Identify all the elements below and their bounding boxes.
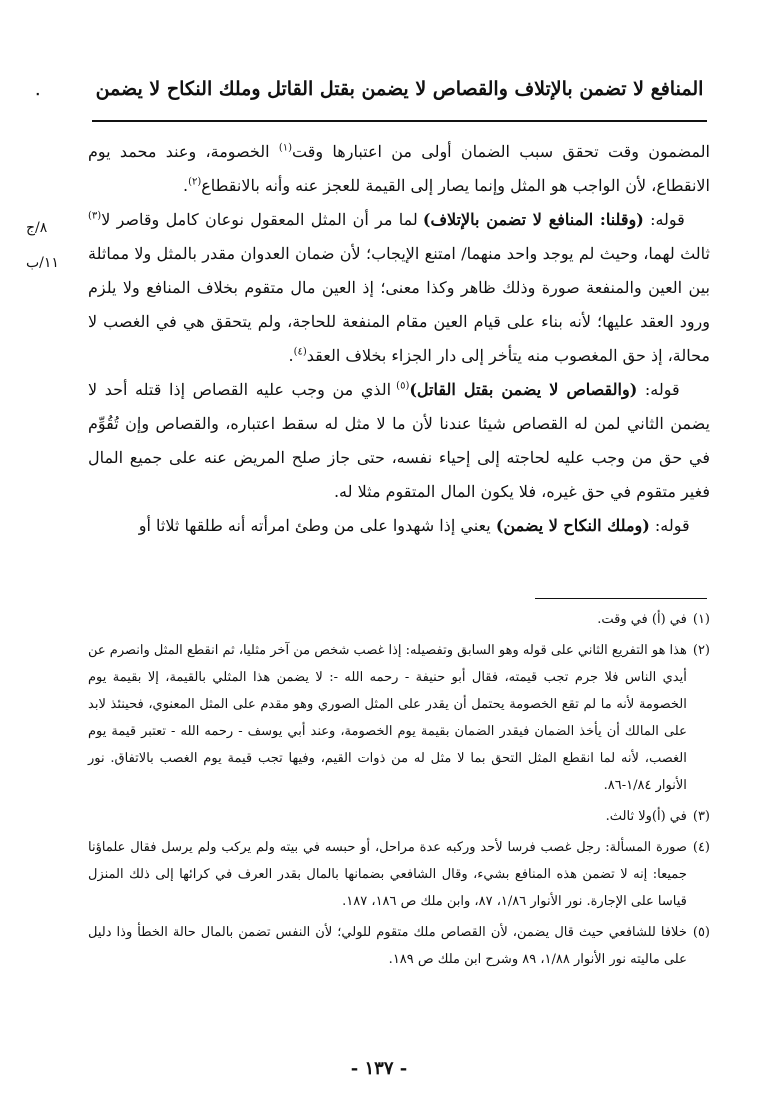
- footnote-text: صورة المسألة: رجل غصب فرسا لأحد وركبه عدة مراحل، أو حبسه في بيته ولم يركب ولم يرسل فقال علماؤنا جميعا: إنه لا تضمن هذه المنافع بشيء، وقال الشافعي بضمانها بالمال بقدر العرف في كرائها إلى ذلك المنزل قياسا على الإجارة. نور الأنوار ١/٨٦، ٨٧، وابن ملك ص ١٨٦، ١٨٧.: [88, 840, 687, 909]
- paragraph-2: [88, 203, 710, 373]
- paragraph-text: يعني إذا شهدوا على من وطئ امرأته أنه طلقها ثلاثا أو: [138, 516, 496, 535]
- paragraph-lead: قوله:: [649, 516, 690, 535]
- page-number: - ١٣٧ -: [350, 1058, 408, 1079]
- footnote-number: (٤): [692, 840, 710, 855]
- matn-quote: (وملك النكاح لا يضمن): [495, 516, 650, 535]
- footnote-text: في (أ)ولا ثالث.: [605, 809, 687, 824]
- paragraph-text: .: [182, 176, 189, 195]
- running-header: المنافع لا تضمن بالإتلاف والقصاص لا يضمن بقتل القاتل وملك النكاح لا يضمن: [95, 78, 704, 100]
- paragraph-text: لما مر أن المثل المعقول نوعان كامل وقاصر لا: [101, 210, 423, 229]
- footnote-ref[interactable]: (٣): [88, 210, 102, 222]
- footnote-ref[interactable]: (٢): [188, 176, 202, 188]
- footnotes: [88, 606, 710, 977]
- header-mark: ٠: [34, 86, 42, 102]
- footnote-number: (٢): [692, 643, 710, 658]
- footnote-ref[interactable]: (١): [278, 142, 293, 154]
- header-rule: [92, 120, 707, 122]
- matn-quote: (وقلنا: المنافع لا تضمن بالإتلاف): [422, 210, 644, 229]
- paragraph-4: [88, 509, 710, 543]
- footnote: [88, 606, 710, 633]
- footnote-ref[interactable]: (٤): [293, 346, 307, 358]
- footnote-number: (٥): [692, 925, 710, 940]
- footnote: [88, 637, 710, 799]
- margin-note-manuscript-j: ٨/ج: [26, 220, 48, 236]
- paragraph-text: الذي من وجب عليه القصاص إذا قتله أحد لا يضمن الثاني لمن له القصاص شيئا عندنا لأن ما لا مثل له سقط اعتباره، والقصاص وإن تُقُوِّم في حق من وجب عليه لحاجته إلى إحياء نفسه، حتى جاز صلح المريض عنه على جميع المال فغير متقوم في حق غيره، فلا يكون المال المتقوم مثلا له.: [88, 380, 710, 501]
- paragraph-lead: قوله:: [643, 210, 685, 229]
- footnote-ref[interactable]: (٥): [396, 380, 410, 392]
- footnote: [88, 803, 710, 830]
- footnote-number: (٣): [692, 809, 710, 824]
- paragraph-text: ثالث لهما، وحيث لم يوجد واحد منهما/ امتنع الإيجاب؛ لأن ضمان العدوان مقدر بالمثل ولا مماثلة بين العين والمنفعة صورة وذلك ظاهر وكذا معنى؛ إذ العين مال متقوم بخلاف المنافع ولا يلزم ورود العقد عليها؛ لأنه بناء على قيام العين مقام المنفعة للحاجة، ولم يتحقق هي في الغصب لا محالة، إذ حق المغصوب منه يتأخر إلى دار الجزاء بخلاف العقد: [88, 244, 711, 365]
- main-text: [88, 135, 710, 543]
- paragraph-lead: قوله:: [637, 380, 680, 399]
- paragraph-3: [88, 373, 710, 509]
- footnote-number: (١): [692, 612, 710, 627]
- footnote: [88, 834, 710, 915]
- footnote-text: في (أ) في وقت.: [597, 612, 687, 627]
- paragraph-text: .: [288, 346, 294, 365]
- paragraph-1: [88, 135, 710, 203]
- footnote-divider: [535, 598, 707, 599]
- footnote-text: هذا هو التفريع الثاني على قوله وهو السابق وتفصيله: إذا غصب شخص من آخر مثليا، ثم انقطع المثل وانصرم عن أيدي الناس فلا جرم تجب قيمته، فقال أبو حنيفة - رحمه الله -: لا يضمن هذا المثلي بالقيمة، إلا بقيمة يوم الخصومة لأنه ما لم تقع الخصومة يحتمل أن يقدر على المثل الصوري وهو مقدم على المثل المعنوي، فحينئذ لابد على المالك أن يأخذ الضمان فيقدر الضمان بقيمة يوم الخصومة، وعند أبي يوسف - رحمه الله - تعتبر قيمة يوم الغصب، لأنه لما انقطع المثل التحق بما لا مثل له من ذوات القيم، وفيها تجب قيمة يوم الغصب بالاتفاق. نور الأنوار ١/٨٤-٨٦.: [88, 643, 687, 793]
- paragraph-text: المضمون وقت تحقق سبب الضمان أولى من اعتبارها وقت: [292, 142, 711, 161]
- footnote-text: خلافا للشافعي حيث قال يضمن، لأن القصاص ملك متقوم للولي؛ لأن النفس تضمن بالمال حالة الخطأ وذا دليل على ماليته نور الأنوار ١/٨٨، ٨٩ وشرح ابن ملك ص ١٨٩.: [88, 925, 687, 967]
- margin-note-manuscript-b: ١١/ب: [26, 255, 59, 271]
- footnote: [88, 919, 710, 973]
- paragraph-text: الخصومة، وعند محمد يوم الانقطاع، لأن الواجب هو المثل وإنما يصار إلى القيمة للعجز عنه وأنه بالانقطاع: [88, 142, 710, 195]
- matn-quote: (والقصاص لا يضمن بقتل القاتل): [409, 380, 638, 399]
